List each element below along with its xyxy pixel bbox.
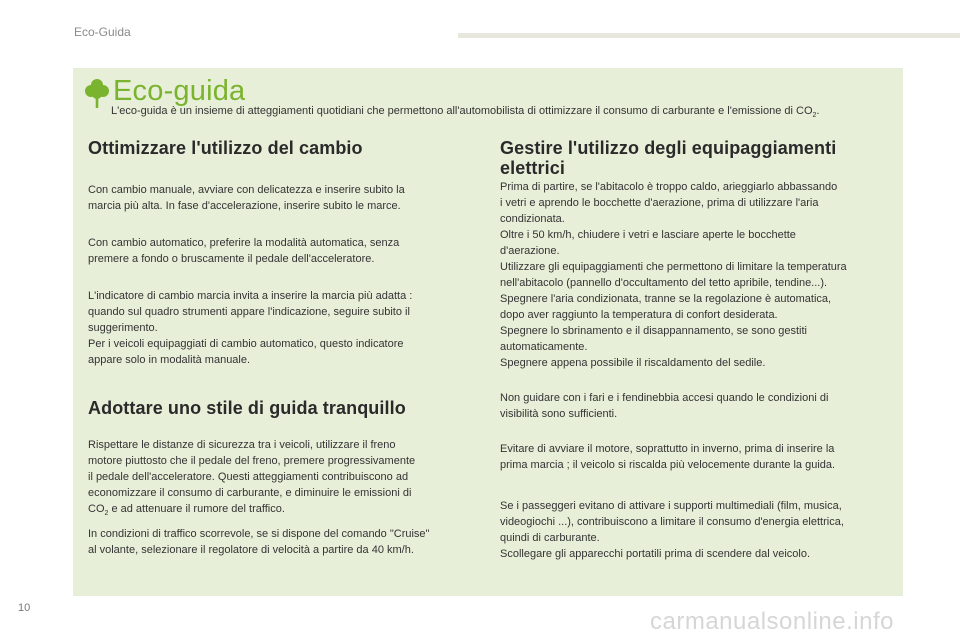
paragraph-safety-distance-main: Rispettare le distanze di sicurezza tra i veicoli, utilizzare il freno motore piuttosto che il pedale del freno, premere progressivamente il pedale dell'acceleratore. Questi atteggiamenti contribuiscono ad economizzare il consumo di carburante, e diminuire le emissioni di CO xyxy=(88,439,416,515)
paragraph-engine-start: Evitare di avviare il motore, soprattutto in inverno, prima di inserire la prima marcia ; il veicolo si riscalda più velocemente durante la guida. xyxy=(500,443,836,471)
header-divider xyxy=(458,33,960,38)
section-heading-electrical-line2: elettrici xyxy=(500,158,565,178)
section-heading-electrical-line1: Gestire l'utilizzo degli equipaggiamenti xyxy=(500,138,837,158)
intro-subscript: 2 xyxy=(812,112,817,120)
intro-text-end: . xyxy=(816,105,820,117)
paragraph-safety-distance-end: e ad attenuare il rumore del traffico. xyxy=(108,503,285,515)
intro-text-main: L'eco-guida è un insieme di atteggiamenti quotidiani che permettono all'automobilista di ottimizzare il consumo di carburante e l'emissione di CO xyxy=(111,105,813,117)
section-header-label: Eco-Guida xyxy=(74,25,131,39)
co2-subscript: 2 xyxy=(104,510,109,518)
paragraph-cabin-ventilation: Prima di partire, se l'abitacolo è troppo caldo, arieggiarlo abbassando i vetri e aprendo le bocchette d'aerazione, prima di utilizzare l'aria condizionata. Oltre i 50 km/h, chiudere i vetri e lasciare aperte le bocchette d'aerazione. Utilizzare gli equipaggiamenti che permettono di limitare la temperatura nell'abitacolo (pannello d'occultamento del tetto apribile, tendine...). Spegnere l'aria condizionata, tranne se la regolazione è automatica, dopo aver raggiunto la temperatura di confort desiderata. Spegnere lo sbrinamento e il disappannamento, se sono gestiti automaticamente. Spegnere appena possibile il riscaldamento del sedile. xyxy=(500,181,847,369)
page-number: 10 xyxy=(18,602,31,614)
paragraph-cruise-control: In condizioni di traffico scorrevole, se si dispone del comando "Cruise" al volante, selezionare il regolatore di velocità a partire da 40 km/h. xyxy=(88,528,430,556)
paragraph-manual-gearbox: Con cambio manuale, avviare con delicatezza e inserire subito la marcia più alta. In fase d'accelerazione, inserire subito le marce. xyxy=(88,184,405,212)
section-heading-gearbox: Ottimizzare l'utilizzo del cambio xyxy=(88,138,363,158)
right-column xyxy=(500,138,900,562)
paragraph-multimedia: Se i passeggeri evitano di attivare i supporti multimediali (film, musica, videogiochi ...), contribuiscono a limitare il consumo d'energia elettrica, quindi di carburante. Scollegare gli apparecchi portatili prima di scendere dal veicolo. xyxy=(500,500,844,560)
intro-text xyxy=(111,104,901,118)
paragraph-gear-indicator: L'indicatore di cambio marcia invita a inserire la marcia più adatta : quando sul quadro strumenti appare l'indicazione, seguire subito il suggerimento. Per i veicoli equipaggiati di cambio automatico, questo indicatore appare solo in modalità manuale. xyxy=(88,290,413,366)
paragraph-automatic-gearbox: Con cambio automatico, preferire la modalità automatica, senza premere a fondo o bruscamente il pedale dell'acceleratore. xyxy=(88,237,400,265)
paragraph-safety-distance xyxy=(88,437,483,517)
title-block xyxy=(85,74,245,108)
watermark: carmanualsonline.info xyxy=(650,608,894,635)
left-column xyxy=(88,138,483,558)
section-heading-driving-style: Adottare uno stile di guida tranquillo xyxy=(88,398,406,418)
tree-leaf-icon xyxy=(85,78,109,108)
section-heading-electrical xyxy=(500,138,900,178)
paragraph-lights: Non guidare con i fari e i fendinebbia accesi quando le condizioni di visibilità sono sufficienti. xyxy=(500,392,829,420)
page-title: Eco-guida xyxy=(113,75,246,107)
